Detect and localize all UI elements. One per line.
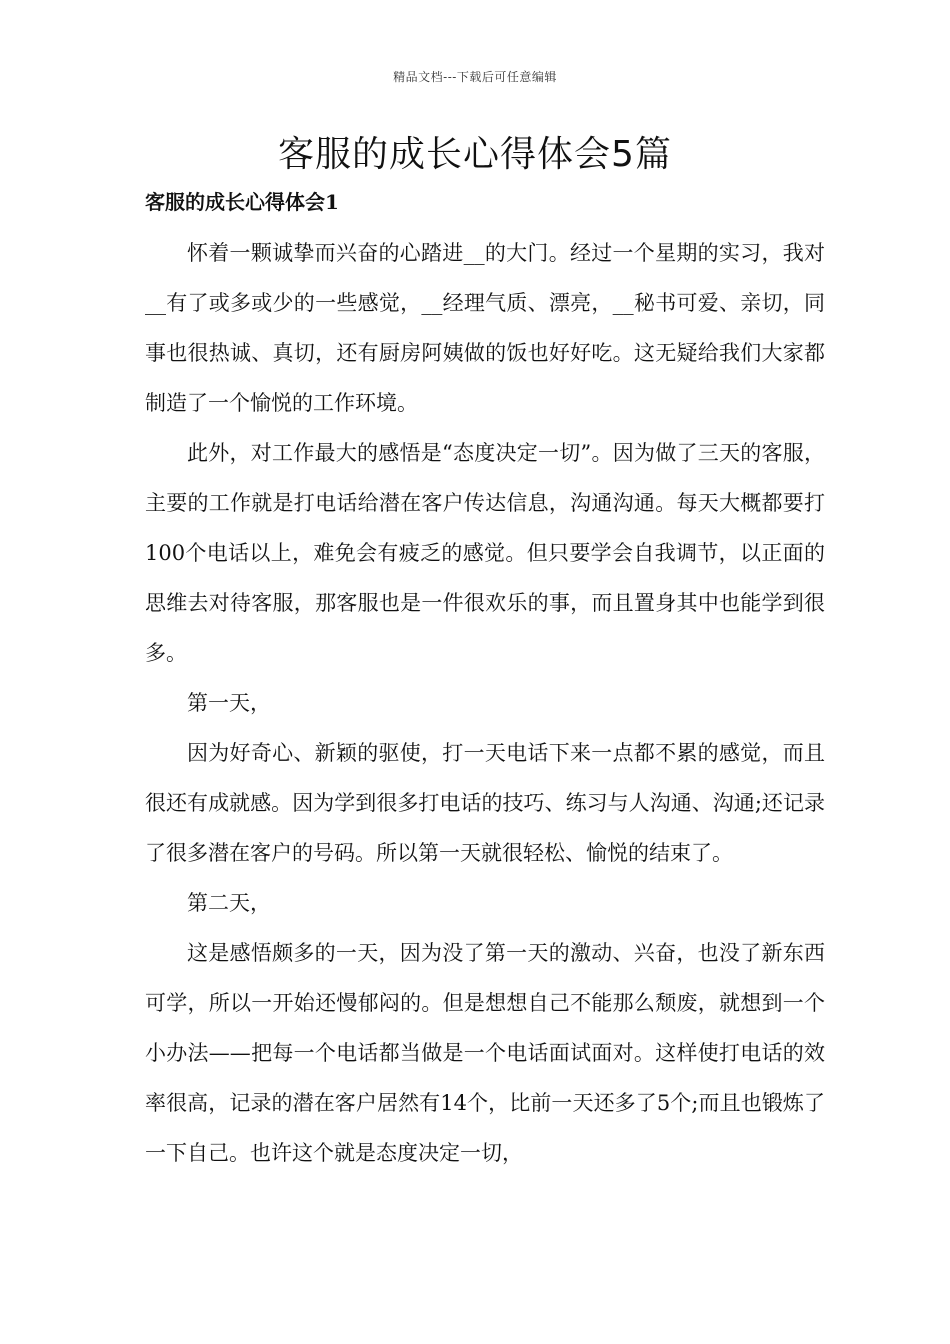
document-title: 客服的成长心得体会5篇 <box>278 134 672 175</box>
header-note: 精品文档---下载后可任意编辑 <box>393 70 557 84</box>
paragraph: 因为好奇心、新颖的驱使，打一天电话下来一点都不累的感觉，而且很还有成就感。因为学到很多打电话的技巧、练习与人沟通、沟通;还记录了很多潜在客户的号码。所以第一天就很轻松、愉悦的结束了。 <box>145 741 825 865</box>
paragraph: 第一天， <box>187 691 271 715</box>
document-body <box>145 228 825 1178</box>
section-heading: 客服的成长心得体会1 <box>145 190 339 214</box>
paragraph: 这是感悟颇多的一天，因为没了第一天的激动、兴奋，也没了新东西可学，所以一开始还慢郁闷的。但是想想自己不能那么颓废，就想到一个小办法——把每一个电话都当做是一个电话面试面对。这样使打电话的效率很高，记录的潜在客户居然有14个，比前一天还多了5个;而且也锻炼了一下自己。也许这个就是态度决定一切， <box>145 941 825 1165</box>
paragraph: 此外，对工作最大的感悟是“态度决定一切”。因为做了三天的客服，主要的工作就是打电话给潜在客户传达信息，沟通沟通。每天大概都要打100个电话以上，难免会有疲乏的感觉。但只要学会自我调节，以正面的思维去对待客服，那客服也是一件很欢乐的事，而且置身其中也能学到很多。 <box>145 441 825 665</box>
paragraph: 第二天， <box>187 891 271 915</box>
paragraph: 怀着一颗诚挚而兴奋的心踏进__的大门。经过一个星期的实习，我对__有了或多或少的一些感觉，__经理气质、漂亮，__秘书可爱、亲切，同事也很热诚、真切，还有厨房阿姨做的饭也好好吃。这无疑给我们大家都制造了一个愉悦的工作环境。 <box>145 241 825 415</box>
